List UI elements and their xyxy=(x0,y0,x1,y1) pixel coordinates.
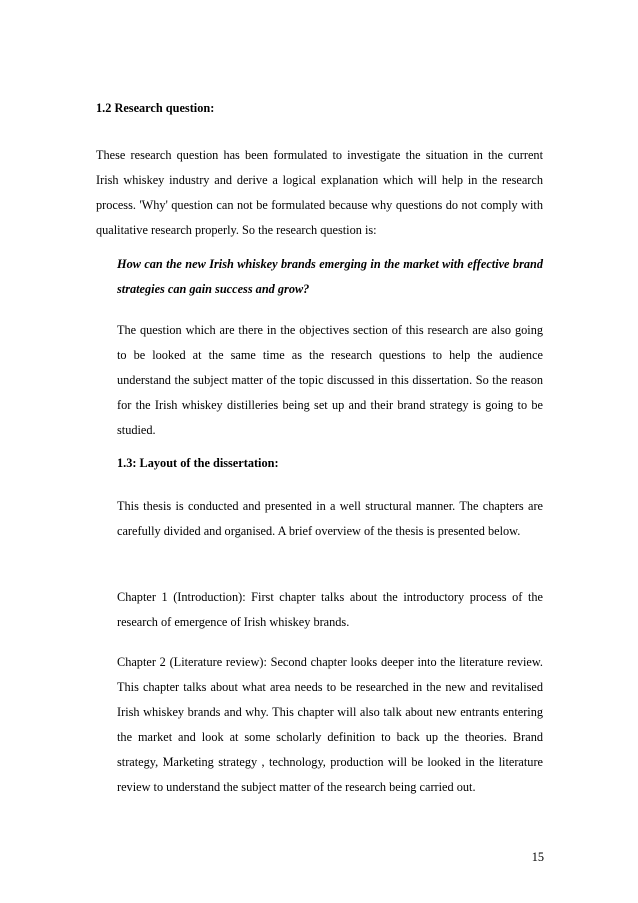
chapter1-paragraph: Chapter 1 (Introduction): First chapter talks about the introductory process of the research of emergence of Irish whiskey brands. xyxy=(117,590,543,629)
objectives-paragraph: The question which are there in the objectives section of this research are also going to be looked at the same time as the research questions to help the audience understand the subject matter of the topic discussed in this dissertation. So the reason for the Irish whiskey distilleries being set up and their brand strategy is going to be studied. xyxy=(117,323,543,437)
chapter2-paragraph: Chapter 2 (Literature review): Second chapter looks deeper into the literature review. This chapter talks about what area needs to be researched in the new and revitalised Irish whiskey brands and why. This chapter will also talk about new entrants entering the market and look at some scholarly definition to back up the theories. Brand strategy, Marketing strategy , technology, production will be looked in the literature review to understand the subject matter of the research being carried out. xyxy=(117,655,543,794)
layout-paragraph: This thesis is conducted and presented in a well structural manner. The chapters are carefully divided and organised. A brief overview of the thesis is presented below. xyxy=(117,499,543,538)
section-heading-layout: 1.3: Layout of the dissertation: xyxy=(117,456,279,470)
intro-paragraph: These research question has been formulated to investigate the situation in the current Irish whiskey industry and derive a logical explanation which will help in the research process. 'Why' question can not be formulated because why questions do not comply with qualitative research properly. So the research question is: xyxy=(96,148,543,237)
research-question-text: How can the new Irish whiskey brands emerging in the market with effective brand strategies can gain success and grow? xyxy=(117,257,543,296)
page-number: 15 xyxy=(531,850,544,864)
section-heading-research-question: 1.2 Research question: xyxy=(96,101,215,115)
